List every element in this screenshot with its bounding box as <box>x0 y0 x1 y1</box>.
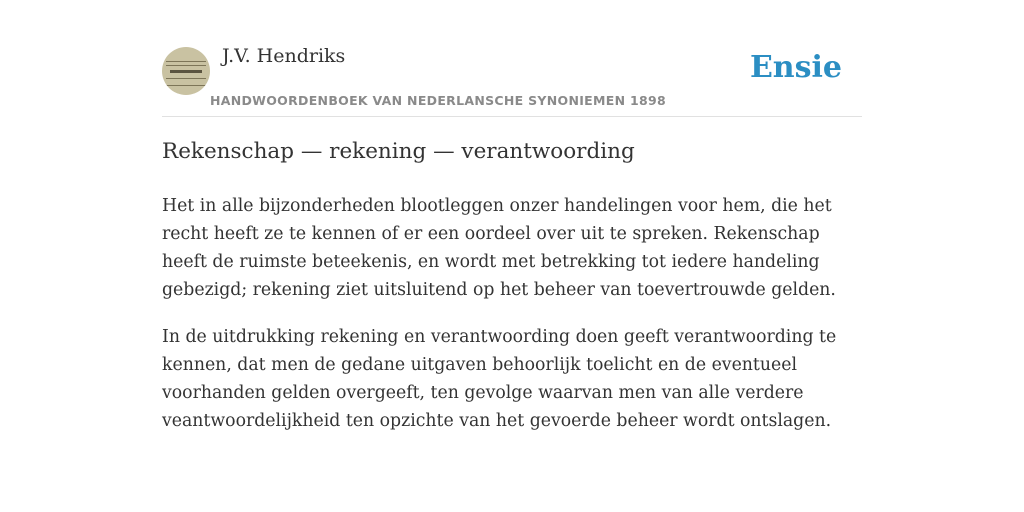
entry-paragraph: In de uitdrukking rekening en verantwoording doen geeft verantwoording te kennen, dat men de gedane uitgaven behoorlijk toelicht en de eventueel voorhanden gelden overgeeft, ten gevolge waarvan men van alle verdere veantwoordelijkheid ten opzichte van het gevoerde beheer wordt ontslagen. <box>162 327 837 431</box>
entry-title: Rekenschap — rekening — verantwoording <box>162 139 635 164</box>
entry-body <box>162 192 862 454</box>
author-name[interactable]: J.V. Hendriks <box>222 45 346 67</box>
source-title[interactable]: HANDWOORDENBOEK VAN NEDERLANSCHE SYNONIEMEN 1898 <box>210 93 667 108</box>
entry-card <box>162 0 862 431</box>
entry-paragraph: Het in alle bijzonderheden blootleggen onzer handelingen voor hem, die het recht heeft ze te kennen of er een oordeel over uit te spreken. Rekenschap heeft de ruimste beteekenis, en wordt met betrekking tot iedere handeling gebezigd; rekening ziet uitsluitend op het beheer van toevertrouwde gelden. <box>162 196 836 300</box>
entry-header <box>162 0 862 117</box>
book-cover-icon[interactable] <box>162 47 210 95</box>
brand-logo[interactable]: Ensie <box>749 50 842 85</box>
